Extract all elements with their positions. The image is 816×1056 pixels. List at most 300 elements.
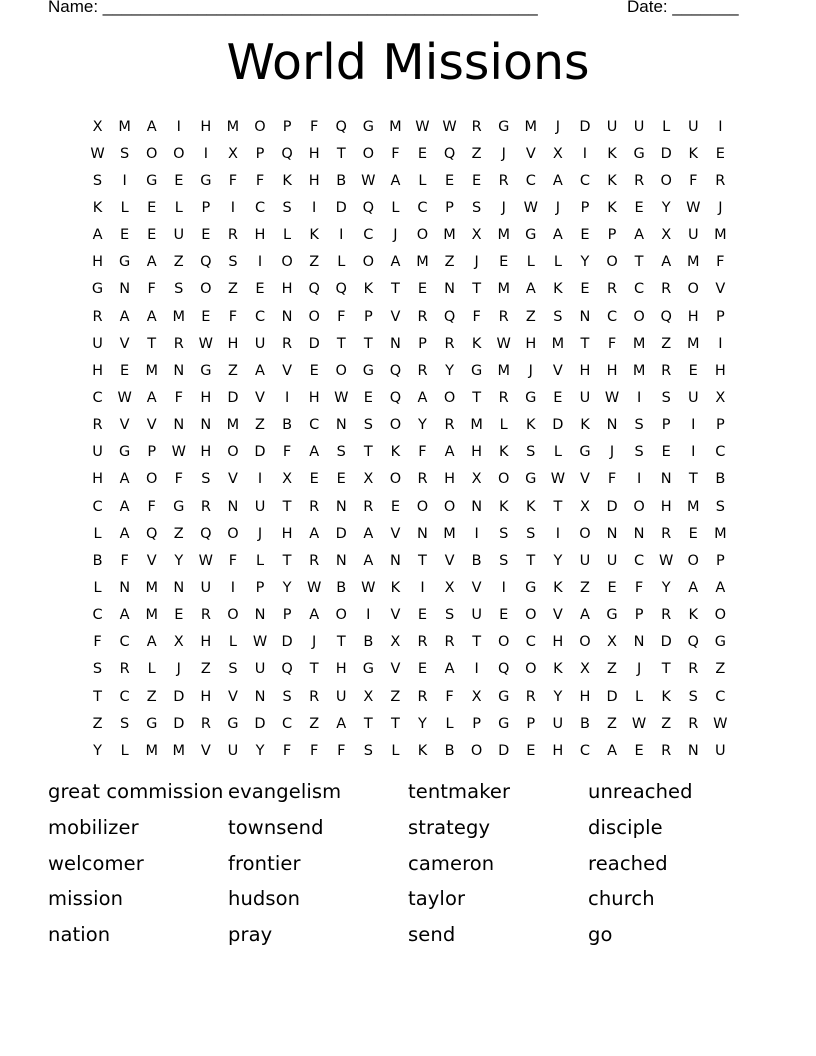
grid-cell: R — [525, 688, 536, 705]
grid-cell: F — [309, 118, 319, 135]
grid-cell: C — [92, 607, 103, 624]
grid-cell: N — [200, 417, 212, 434]
grid-cell: F — [689, 172, 698, 189]
grid-cell: J — [257, 525, 263, 542]
grid-cell: U — [92, 444, 103, 461]
grid-cell: N — [606, 417, 618, 434]
grid-row — [84, 249, 734, 276]
grid-cell: K — [498, 498, 509, 515]
grid-cell: T — [634, 254, 644, 271]
grid-cell: D — [552, 417, 564, 434]
grid-cell: N — [389, 552, 401, 569]
grid-cell: T — [688, 471, 698, 488]
grid-cell: F — [607, 335, 617, 352]
grid-cell: G — [173, 498, 185, 515]
grid-cell: W — [334, 389, 349, 406]
grid-cell: V — [146, 552, 157, 569]
grid-cell: U — [579, 552, 591, 569]
header — [48, 0, 748, 21]
grid-cell: I — [339, 227, 344, 244]
grid-cell: D — [227, 389, 239, 406]
grid-cell: R — [417, 362, 428, 379]
grid-cell: X — [363, 688, 374, 705]
grid-cell: A — [363, 552, 374, 569]
grid-cell: N — [173, 417, 185, 434]
grid-cell: N — [254, 688, 266, 705]
grid-cell: J — [501, 145, 506, 162]
grid-cell: N — [606, 525, 618, 542]
grid-cell: Z — [715, 661, 726, 678]
grid-cell: X — [282, 471, 293, 488]
grid-cell: P — [715, 552, 725, 569]
grid-cell: O — [714, 607, 727, 624]
grid-cell: A — [552, 227, 563, 244]
grid-cell: R — [661, 742, 672, 759]
grid-cell: Q — [308, 281, 320, 298]
grid-cell: G — [227, 715, 239, 732]
grid-cell: F — [120, 552, 129, 569]
grid-cell: T — [390, 715, 400, 732]
grid-cell: D — [579, 118, 591, 135]
grid-cell: L — [147, 661, 156, 678]
word-list-item: pray — [228, 923, 273, 947]
grid-cell: G — [525, 389, 537, 406]
grid-cell: J — [528, 362, 533, 379]
word-list-item: reached — [588, 851, 668, 875]
grid-row — [84, 384, 734, 411]
grid-cell: L — [445, 715, 454, 732]
grid-cell: T — [526, 552, 536, 569]
grid-cell: P — [282, 607, 292, 624]
grid-cell: B — [282, 417, 293, 434]
grid-cell: K — [580, 417, 590, 434]
grid-cell: H — [227, 335, 239, 352]
grid-cell: D — [254, 715, 266, 732]
grid-cell: Y — [418, 417, 427, 434]
grid-cell: A — [92, 227, 103, 244]
grid-cell: G — [146, 172, 158, 189]
grid-cell: T — [93, 688, 102, 705]
word-list-item: frontier — [228, 851, 301, 875]
grid-cell: T — [363, 715, 373, 732]
grid-cell: F — [418, 444, 427, 461]
grid-row — [84, 194, 734, 221]
grid-cell: I — [203, 145, 208, 162]
grid-row — [84, 222, 734, 249]
grid-cell: C — [92, 389, 103, 406]
word-list-item: mobilizer — [48, 815, 139, 839]
grid-cell: F — [147, 281, 156, 298]
grid-cell: P — [418, 335, 427, 352]
grid-cell: G — [525, 579, 537, 596]
grid-cell: W — [604, 389, 620, 406]
grid-cell: K — [390, 579, 401, 596]
grid-cell: H — [92, 471, 103, 488]
grid-cell: O — [389, 417, 402, 434]
grid-cell: Z — [309, 715, 320, 732]
grid-cell: O — [416, 498, 429, 515]
grid-cell: S — [228, 254, 238, 271]
grid-cell: U — [687, 118, 699, 135]
grid-cell: G — [525, 471, 537, 488]
grid-cell: C — [119, 634, 130, 651]
grid-cell: Q — [498, 661, 510, 678]
grid-cell: N — [471, 498, 483, 515]
grid-cell: S — [120, 145, 130, 162]
grid-cell: Q — [362, 199, 375, 216]
grid-cell: A — [552, 172, 563, 189]
grid-cell: S — [634, 444, 644, 461]
grid-cell: N — [444, 281, 455, 298]
grid-cell: I — [366, 607, 371, 624]
grid-cell: X — [579, 498, 590, 515]
grid-cell: X — [471, 471, 482, 488]
grid-cell: N — [119, 281, 131, 298]
grid-cell: R — [444, 634, 455, 651]
grid-cell: L — [391, 742, 400, 759]
grid-cell: E — [634, 742, 644, 759]
grid-cell: W — [361, 579, 376, 596]
grid-cell: K — [607, 199, 617, 216]
grid-cell: J — [501, 199, 506, 216]
grid-cell: U — [254, 661, 266, 678]
grid-cell: X — [390, 634, 401, 651]
grid-cell: L — [174, 199, 183, 216]
letter-grid — [84, 113, 734, 764]
grid-cell: S — [282, 688, 292, 705]
grid-cell: M — [389, 118, 402, 135]
grid-cell: H — [660, 498, 672, 515]
grid-cell: E — [444, 172, 455, 189]
grid-cell: U — [254, 335, 266, 352]
grid-cell: F — [282, 742, 292, 759]
grid-cell: E — [336, 471, 346, 488]
grid-cell: L — [337, 254, 346, 271]
grid-row — [84, 167, 734, 194]
grid-cell: E — [363, 389, 373, 406]
grid-cell: A — [146, 308, 157, 325]
grid-cell: R — [92, 308, 103, 325]
grid-cell: A — [309, 525, 320, 542]
grid-cell: K — [471, 335, 482, 352]
grid-cell: K — [607, 145, 617, 162]
grid-cell: B — [92, 552, 103, 569]
grid-cell: K — [390, 444, 401, 461]
word-list-item: church — [588, 887, 655, 911]
grid-cell: O — [362, 254, 375, 271]
grid-cell: P — [201, 199, 211, 216]
grid-cell: I — [555, 525, 560, 542]
grid-cell: K — [363, 281, 374, 298]
grid-cell: J — [312, 634, 317, 651]
grid-cell: G — [146, 715, 158, 732]
grid-cell: O — [389, 471, 402, 488]
word-list-item: send — [408, 923, 456, 947]
grid-cell: S — [174, 281, 184, 298]
grid-cell: V — [390, 525, 401, 542]
grid-row — [84, 412, 734, 439]
grid-row — [84, 683, 734, 710]
grid-cell: D — [498, 742, 510, 759]
grid-cell: O — [606, 254, 618, 271]
grid-cell: B — [363, 634, 374, 651]
grid-cell: S — [92, 172, 103, 189]
grid-cell: M — [632, 335, 646, 352]
grid-cell: A — [146, 118, 157, 135]
grid-cell: U — [92, 335, 103, 352]
grid-cell: E — [417, 607, 428, 624]
grid-cell: T — [363, 444, 373, 461]
grid-cell: R — [200, 498, 211, 515]
grid-cell: I — [582, 145, 588, 162]
grid-cell: R — [661, 281, 672, 298]
grid-cell: H — [714, 362, 726, 379]
grid-cell: R — [471, 118, 482, 135]
grid-cell: E — [499, 607, 509, 624]
grid-cell: A — [146, 254, 157, 271]
grid-cell: G — [525, 227, 537, 244]
grid-cell: F — [174, 389, 183, 406]
grid-cell: N — [633, 525, 645, 542]
grid-cell: S — [499, 525, 509, 542]
grid-cell: R — [200, 715, 211, 732]
grid-cell: R — [661, 362, 672, 379]
grid-cell: N — [335, 417, 347, 434]
grid-cell: R — [444, 335, 455, 352]
word-list-item: tentmaker — [408, 780, 511, 803]
grid-cell: N — [417, 525, 428, 542]
grid-cell: P — [715, 308, 725, 325]
grid-cell: V — [390, 308, 401, 325]
grid-cell: T — [282, 498, 292, 515]
grid-cell: U — [335, 688, 347, 705]
grid-cell: H — [281, 281, 293, 298]
grid-cell: D — [606, 688, 618, 705]
grid-cell: D — [335, 199, 347, 216]
grid-cell: S — [336, 444, 346, 461]
grid-cell: I — [176, 118, 181, 135]
grid-cell: R — [444, 417, 455, 434]
grid-cell: G — [362, 362, 374, 379]
grid-cell: Y — [445, 362, 454, 379]
grid-cell: X — [227, 145, 238, 162]
grid-cell: M — [145, 607, 158, 624]
word-list — [48, 778, 768, 957]
grid-cell: S — [526, 444, 536, 461]
grid-cell: R — [688, 715, 699, 732]
grid-cell: G — [498, 688, 510, 705]
grid-cell: E — [390, 498, 400, 515]
grid-cell: C — [579, 742, 590, 759]
grid-cell: R — [498, 308, 509, 325]
grid-cell: M — [145, 579, 158, 596]
grid-cell: F — [174, 471, 183, 488]
grid-cell: I — [257, 471, 263, 488]
grid-cell: E — [526, 742, 536, 759]
grid-cell: N — [335, 552, 347, 569]
grid-cell: Y — [661, 199, 671, 216]
grid-cell: F — [716, 254, 725, 271]
grid-cell: E — [553, 389, 563, 406]
grid-cell: U — [200, 579, 212, 596]
grid-cell: Z — [146, 688, 157, 705]
grid-cell: O — [633, 498, 645, 515]
grid-cell: Y — [282, 579, 292, 596]
grid-cell: E — [120, 227, 130, 244]
grid-cell: X — [607, 634, 617, 651]
grid-cell: I — [718, 118, 723, 135]
grid-cell: Y — [661, 579, 671, 596]
grid-cell: W — [90, 145, 105, 162]
grid-cell: W — [252, 634, 268, 651]
grid-cell: F — [147, 498, 156, 515]
grid-cell: H — [579, 688, 591, 705]
grid-row — [84, 737, 734, 764]
grid-cell: B — [336, 172, 347, 189]
grid-cell: M — [145, 362, 158, 379]
grid-cell: A — [309, 607, 320, 624]
grid-cell: M — [443, 525, 456, 542]
word-list-item: disciple — [588, 815, 663, 839]
grid-cell: D — [660, 634, 672, 651]
grid-cell: W — [550, 471, 566, 488]
grid-cell: S — [553, 308, 563, 325]
grid-cell: H — [92, 362, 103, 379]
grid-row — [84, 656, 734, 683]
grid-cell: L — [553, 444, 562, 461]
grid-cell: D — [281, 634, 293, 651]
grid-cell: H — [606, 362, 618, 379]
grid-cell: S — [499, 552, 509, 569]
grid-cell: H — [444, 471, 455, 488]
grid-cell: C — [119, 688, 130, 705]
grid-cell: R — [417, 308, 428, 325]
grid-cell: I — [312, 199, 317, 216]
grid-cell: K — [526, 417, 536, 434]
grid-cell: T — [580, 335, 590, 352]
grid-cell: Z — [200, 661, 211, 678]
grid-cell: A — [661, 254, 672, 271]
grid-cell: J — [176, 661, 181, 678]
grid-cell: S — [526, 525, 536, 542]
grid-cell: P — [715, 417, 725, 434]
grid-cell: C — [254, 199, 266, 216]
grid-cell: T — [309, 661, 319, 678]
grid-cell: H — [281, 525, 293, 542]
grid-cell: W — [117, 389, 132, 406]
grid-cell: C — [309, 417, 320, 434]
grid-cell: N — [633, 634, 645, 651]
word-list-item: townsend — [228, 815, 324, 839]
grid-cell: R — [309, 498, 320, 515]
grid-cell: E — [417, 145, 428, 162]
grid-cell: T — [282, 552, 292, 569]
grid-cell: T — [336, 335, 346, 352]
grid-cell: F — [309, 742, 319, 759]
grid-cell: S — [228, 661, 238, 678]
grid-cell: E — [147, 199, 157, 216]
grid-cell: S — [363, 742, 373, 759]
grid-cell: E — [417, 661, 428, 678]
grid-cell: J — [393, 227, 398, 244]
grid-cell: C — [417, 199, 428, 216]
grid-cell: F — [391, 145, 400, 162]
grid-cell: A — [119, 525, 130, 542]
grid-cell: O — [145, 471, 158, 488]
grid-cell: O — [498, 634, 510, 651]
grid-cell: W — [198, 552, 214, 569]
grid-cell: D — [308, 335, 320, 352]
grid-cell: E — [309, 471, 319, 488]
grid-cell: R — [173, 335, 184, 352]
grid-cell: C — [634, 281, 645, 298]
grid-cell: L — [93, 579, 102, 596]
grid-cell: H — [687, 308, 699, 325]
grid-cell: M — [226, 118, 240, 135]
grid-cell: A — [255, 362, 265, 379]
grid-cell: N — [660, 471, 672, 488]
grid-cell: R — [119, 661, 130, 678]
grid-cell: G — [606, 607, 618, 624]
grid-cell: I — [691, 444, 696, 461]
grid-cell: S — [92, 661, 103, 678]
grid-cell: S — [363, 417, 373, 434]
grid-cell: M — [172, 742, 186, 759]
grid-cell: U — [715, 742, 726, 759]
grid-cell: V — [715, 281, 726, 298]
grid-cell: V — [552, 362, 563, 379]
grid-row — [84, 493, 734, 520]
grid-cell: J — [474, 254, 479, 271]
grid-cell: U — [633, 118, 645, 135]
grid-cell: I — [474, 525, 479, 542]
grid-cell: P — [607, 227, 617, 244]
grid-cell: E — [688, 362, 698, 379]
grid-cell: F — [337, 742, 346, 759]
grid-cell: O — [362, 145, 375, 162]
grid-cell: A — [688, 579, 699, 596]
grid-cell: P — [472, 715, 481, 732]
grid-cell: C — [715, 444, 726, 461]
grid-cell: Y — [553, 552, 563, 569]
grid-cell: C — [92, 498, 103, 515]
grid-cell: V — [390, 607, 401, 624]
grid-cell: W — [523, 199, 538, 216]
grid-cell: G — [498, 118, 510, 135]
grid-cell: X — [661, 227, 672, 244]
grid-cell: H — [200, 634, 212, 651]
grid-cell: Z — [173, 525, 184, 542]
grid-cell: X — [715, 389, 726, 406]
grid-cell: N — [335, 498, 347, 515]
grid-cell: Q — [200, 254, 212, 271]
grid-cell: O — [443, 389, 456, 406]
grid-cell: B — [471, 552, 482, 569]
grid-cell: L — [526, 254, 535, 271]
name-field: Name: ______________________________________________ — [48, 0, 538, 16]
grid-cell: R — [200, 607, 211, 624]
grid-cell: K — [661, 688, 671, 705]
grid-cell: S — [444, 607, 455, 624]
grid-cell: G — [91, 281, 104, 298]
grid-cell: O — [281, 254, 293, 271]
grid-cell: W — [631, 715, 647, 732]
grid-cell: B — [715, 471, 726, 488]
grid-cell: C — [579, 172, 590, 189]
grid-row — [84, 602, 734, 629]
word-list-item: evangelism — [228, 780, 342, 803]
grid-cell: U — [687, 227, 699, 244]
